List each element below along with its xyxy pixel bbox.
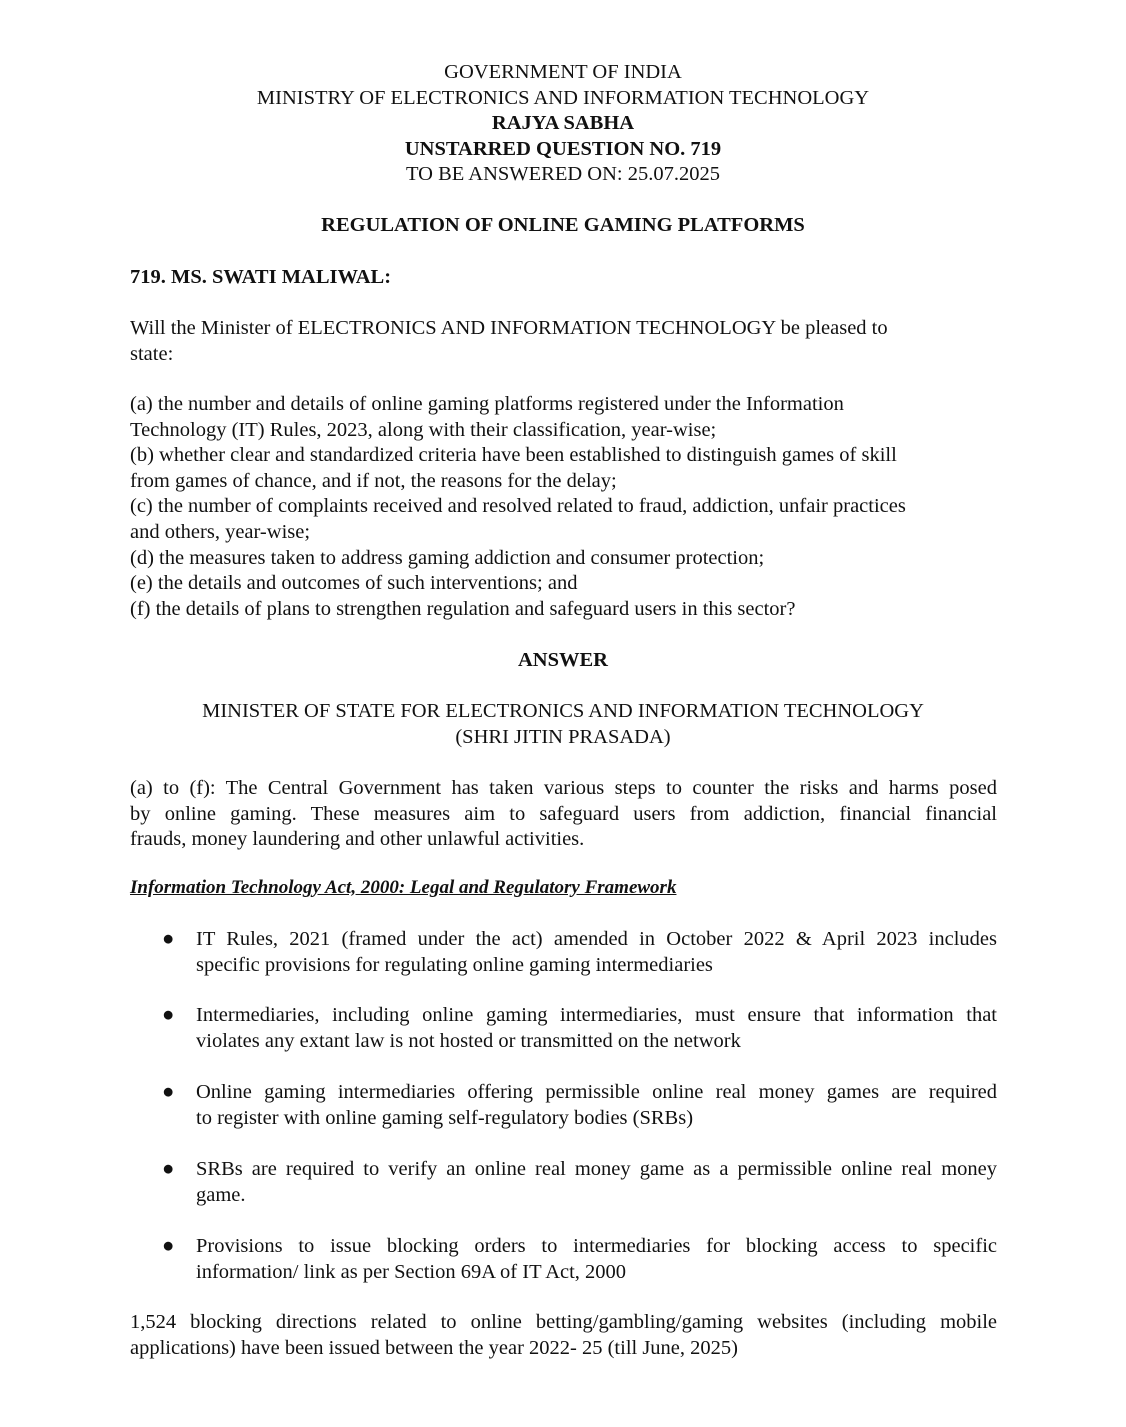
- text-line: Intermediaries, including online gaming intermediaries, must ensure that information that: [196, 1004, 997, 1026]
- question-part: (f) the details of plans to strengthen regulation and safeguard users in this sector?: [130, 597, 796, 620]
- section-heading-text: Information Technology Act, 2000: Legal and Regulatory Framework: [130, 877, 677, 898]
- header-government: GOVERNMENT OF INDIA: [444, 61, 682, 83]
- question-part: (b) whether clear and standardized criteria have been established to distinguish games of skill: [130, 444, 897, 467]
- question-part: (a) the number and details of online gaming platforms registered under the Information: [130, 393, 844, 415]
- question-part: (c) the number of complaints received and resolved related to fraud, addiction, unfair practices: [130, 495, 906, 518]
- text-line: frauds, money laundering and other unlawful activities.: [130, 828, 585, 851]
- text-line: game.: [196, 1183, 246, 1206]
- text-line: SRBs are required to verify an online real money game as a permissible online real money: [196, 1158, 997, 1180]
- text-line: Provisions to issue blocking orders to intermediaries for blocking access to specific: [196, 1235, 997, 1257]
- text-line: to register with online gaming self-regulatory bodies (SRBs): [196, 1106, 694, 1129]
- minister-title: MINISTER OF STATE FOR ELECTRONICS AND INFORMATION TECHNOLOGY: [202, 700, 924, 722]
- closing-paragraph: [130, 1310, 997, 1361]
- header-question-no: UNSTARRED QUESTION NO. 719: [404, 137, 722, 160]
- member-name: 719. MS. SWATI MALIWAL:: [130, 266, 392, 288]
- question-parts: [130, 392, 997, 622]
- text-line: IT Rules, 2021 (framed under the act) amended in October 2022 & April 2023 includes: [196, 928, 997, 950]
- question-part: (e) the details and outcomes of such interventions; and: [130, 572, 578, 595]
- text-line: information/ link as per Section 69A of IT Act, 2000: [196, 1260, 627, 1283]
- bullet-icon: ●: [162, 1235, 175, 1257]
- text-line: state:: [130, 342, 174, 365]
- minister-block: [0, 699, 1126, 750]
- answer-heading: ANSWER: [518, 649, 608, 671]
- text-line: (a) to (f): The Central Government has taken various steps to counter the risks and harms posed: [130, 777, 997, 799]
- minister-name: (SHRI JITIN PRASADA): [455, 725, 671, 748]
- question-part: Technology (IT) Rules, 2023, along with their classification, year-wise;: [130, 418, 717, 441]
- answer-paragraph: [130, 776, 997, 853]
- text-line: by online gaming. These measures aim to safeguard users from addiction, financial financial: [130, 802, 997, 825]
- text-line: Online gaming intermediaries offering permissible online real money games are required: [196, 1081, 997, 1103]
- text-line: violates any extant law is not hosted or transmitted on the network: [196, 1029, 741, 1052]
- bullet-icon: ●: [162, 1158, 175, 1180]
- header-ministry: MINISTRY OF ELECTRONICS AND INFORMATION TECHNOLOGY: [256, 86, 870, 109]
- text-line: Will the Minister of ELECTRONICS AND INFORMATION TECHNOLOGY be pleased to: [130, 317, 888, 339]
- question-part: from games of chance, and if not, the reasons for the delay;: [130, 469, 617, 492]
- section-heading: [130, 875, 997, 901]
- question-intro: [130, 316, 997, 367]
- header-answer-date: TO BE ANSWERED ON: 25.07.2025: [406, 163, 720, 186]
- question-part: and others, year-wise;: [130, 520, 311, 543]
- document-header: [0, 60, 1126, 188]
- text-line: applications) have been issued between the year 2022- 25 (till June, 2025): [130, 1336, 738, 1359]
- question-part: (d) the measures taken to address gaming addiction and consumer protection;: [130, 546, 765, 569]
- text-line: 1,524 blocking directions related to online betting/gambling/gaming websites (including mobile: [130, 1311, 997, 1333]
- bullet-icon: ●: [162, 1081, 175, 1103]
- text-line: specific provisions for regulating online gaming intermediaries: [196, 953, 713, 976]
- bullet-icon: ●: [162, 1004, 175, 1026]
- document-title: REGULATION OF ONLINE GAMING PLATFORMS: [321, 214, 805, 236]
- header-house: RAJYA SABHA: [491, 112, 635, 135]
- bullet-icon: ●: [162, 928, 175, 950]
